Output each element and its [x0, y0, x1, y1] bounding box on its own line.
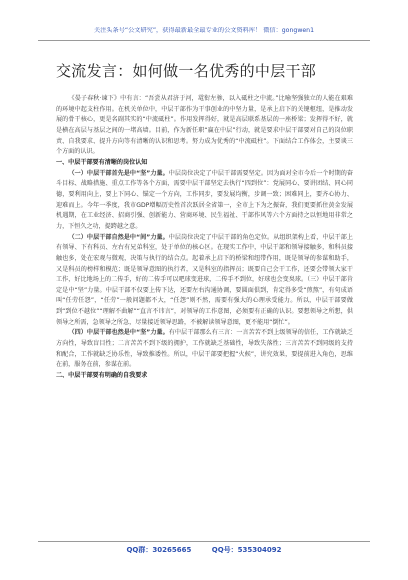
footer-qq: QQ号：535304092 — [211, 546, 282, 554]
footer-qq-group: QQ群：30265665 — [126, 546, 192, 554]
subsection-paragraph-2 — [56, 233, 353, 329]
header-divider — [38, 40, 370, 41]
subsection-text-1: 中层岗位决定了中层干部需要坚定。因为面对全市今后一个时期的奋斗目标、战略措施、重点工作等各个方面，需要中层干部坚定去执行“四到位”：党展同心、要讲团结、同心同德，要利用向上，要上下同心、锚定一个方向，工作同步，要发展均衡，步调一致；困难同上，要齐心协力、迎难而上。今年一季度，我市GDP增幅历史性首次跃居全省第一，全市上下为之振奋，我们更要抓住黄金发展机遇期，在工业经济、招商引强、创新能力、营商环境、民生福祉、干部作风等六个方面持之以恒地用非常之力，下恒久之功，提跨越之意。 — [56, 169, 354, 230]
subsection-heading-2: （二）中层干部自然是中“间”力量。 — [68, 233, 169, 241]
subsection-heading-3: （四）中层干部也然是中“坚”力量。 — [68, 329, 169, 337]
page-title: 交流发言：如何做一名优秀的中层干部 — [56, 62, 317, 80]
top-banner[interactable]: 关注头条号“公文研究”，获得最新最全最专业的公文资料库！ 微信：gongwen1 — [93, 27, 315, 34]
section-heading-2: 二、中层干部要有明确的自我要求 — [56, 372, 148, 380]
subsection-text-3: 有中层干部那么有三言：一言苦苦不到上级领导的信任，工作就缺乏方向性，导致盲目性；二言苦苦不到下级的拥护，工作就缺乏基础性，导致失落性；三言苦苦不到同级的支持和配合，工作就缺乏协乐性，导致推诿性。所以，中层干部要把握“火候”，讲究效果，要提前进入角色，思维在前，服务在前，参谋在前。 — [56, 329, 354, 369]
footer-contact — [38, 545, 370, 555]
subsection-text-2: 中层岗位决定了中层干部的角色定位。从组织架构上看，中层干部上有领导、下有科员、左右有兄弟科室，处于单位的核心区。在现实工作中，中层干部和领导接触多，和科员接触也多，处在宏观与微观，决策与执行的结合点。起着承上启下的桥梁和纽带作用，既是领导的参谋和助手，又是科员的榜样和模范；既是领导意图的执行者，又是科室的指挥员；既要自己会干工作，还要会带领大家干工作，好比地场上的二传手，好的二传手可以吧球变进球，二传手不到位，好球也会变臭球。（三）中层干部肯定是中“坚”力量。中层干部不仅要上传下达，还要左右沟通协调，要圆面俱到，肯定得多受“煎熬”，有句成语叫“任劳任怨”，“任劳”一般问题都不大，“任怨”则不然，需要有强大的心理承受能力。所以，中层干部要做到“到位不越位”“理解不曲解”“直言不讳言”，对领导的工作意图，必须要有正确的认识。要想领导之所想，供领导之所需，急领导之所急，尽量接近领导思路，不被解读领导意图，更不能用“倒忙”。 — [56, 233, 354, 326]
footer-divider — [38, 541, 370, 542]
document-body — [56, 94, 353, 382]
subsection-paragraph-1 — [56, 169, 353, 233]
subsection-heading-1: （一）中层干部首先是中“坚”力量。 — [68, 169, 169, 177]
subsection-paragraph-3 — [56, 328, 353, 371]
section-heading-1: 一、中层干部要有清晰的岗位认知 — [56, 158, 148, 166]
intro-paragraph: 《晏子春秋·谏下》中有言：“吾尝从君济于河，鼋衔左骖，以入砥柱之中流。”比喻坚强独立的人能在艰难的环境中起支柱作用。在机关单位中，中层干部作为干事创业的中坚力量，是承上启下的关键枢纽，是推动发展的骨干核心，更是名副其实的“中流砥柱”。作用发挥得好，就是高层联系基层的一座桥梁；发挥得不好，就是横在高层与基层之间的一堵高墙。目前，作为新任职“赢在中层”行动，就是要求中层干部要对自己的岗位职责、自我要求、提升方向等有清晰的认识和思考。努力成为优秀的“中流砥柱”。下面结合工作体会，主要谈三个方面的认识。 — [56, 95, 353, 156]
